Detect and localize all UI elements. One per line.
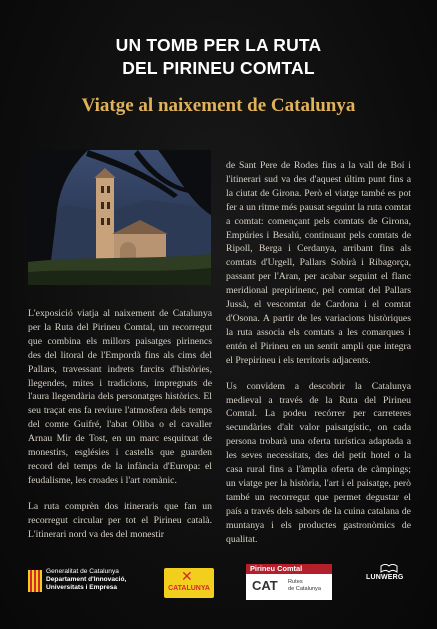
title-line-2: DEL PIRINEU COMTAL [122,58,315,78]
lunwerg-logo [366,574,416,581]
page-subtitle: Viatge al naixement de Catalunya [81,95,356,116]
pirineu-header: Pirineu Comtal [246,564,332,574]
left-paragraph-1: L'exposició viatja al naixement de Catalunya per la Ruta del Pirineu Comtal, un recorregut que combina els millors paisatges pirinencs des del litoral de l'Empordà fins als cims del Pallars, travessant indrets farcits d'històries, llegendes, mites i tradicions, impregnats de l'aura llegendària dels personatges històrics. El seu traçat ens fa reviure l'atmosfera dels temps del comte Guifré, l'abat Oliba o el cavaller Arnau Mir de Tost, en un marc esquitxat de monestirs, esglésies i castells que guarden record del temps de la infància d'Europa: el feudalisme, les croades i l'art romànic. [28,308,212,486]
pirineu-rutes [288,579,332,593]
gencat-text [46,568,156,592]
gencat-line-2: Departament d'Innovació, [46,576,127,583]
pirineu-comtal-logo [246,564,332,600]
gencat-line-1: Generalitat de Catalunya [46,568,119,575]
romanesque-church-photo [28,150,211,285]
right-paragraph-1: de Sant Pere de Rodes fins a la vall de Boí i l'itinerari sud va des d'aquest últim punt fins a la ciutat de Girona. Però el viatge també es pot fer a un ritme més pausat seguint la ruta comtat a comtat: començant pels comtats de Girona, Empúries i Besalú, continuant pels comtats de Ripoll, Berga i Cerdanya, arribant fins als comtats d'Urgell, Pallars Sobirà i Ribagorça, passant per l'Aran, per acabar seguint el flanc meridional prepirinenc, pel comtat del Pallars Jussà, el vescomtat de Cardona i el comtat d'Osona. A partir de les variacions històriques la ruta associa els comtats a les comarques i entén el Pirineu en un sentit ampli que integra el Prepirineu i els territoris adjacents. [226,160,411,366]
pirineu-rutes-line-2: de Catalunya [288,586,321,592]
lunwerg-label: LUNWERG [366,574,404,581]
right-text-column [226,159,411,558]
catalunya-x-icon: ✕ [181,569,193,585]
catalunya-logo [164,568,214,598]
gencat-flag-icon [28,570,42,592]
catalunya-label: CATALUNYA [168,585,210,592]
pirineu-cat: CAT [252,578,278,593]
lunwerg-book-icon [380,564,398,573]
title-line-1: UN TOMB PER LA RUTA [115,35,322,55]
sponsor-logos [0,560,437,610]
gencat-logo [28,568,153,602]
left-text-column [28,307,212,554]
right-paragraph-2: Us convidem a descobrir la Catalunya medieval a través de la Ruta del Pirineu Comtal. La podeu recórrer per carreteres secundàries d'alt valor paisatgístic, on cada persona trobarà una oferta turística adaptada a les seves necessitats, des del petit hotel o la casa rural fins a l'àmplia oferta de càmpings; un viatge per la història, l'art i el paisatge, però també un recorregut que permet degustar el país a través dels sabors de la cuina catalana de muntanya i els productes gastronòmics de qualitat. [226,380,411,545]
pirineu-rutes-line-1: Rutes [288,579,303,585]
gencat-line-3: Universitats i Empresa [46,584,118,591]
left-paragraph-2: La ruta comprèn dos itineraris que fan un recorregut circular per tot el Pirineu català. L'itinerari nord va des del monestir [28,500,212,540]
page-title [0,34,437,80]
